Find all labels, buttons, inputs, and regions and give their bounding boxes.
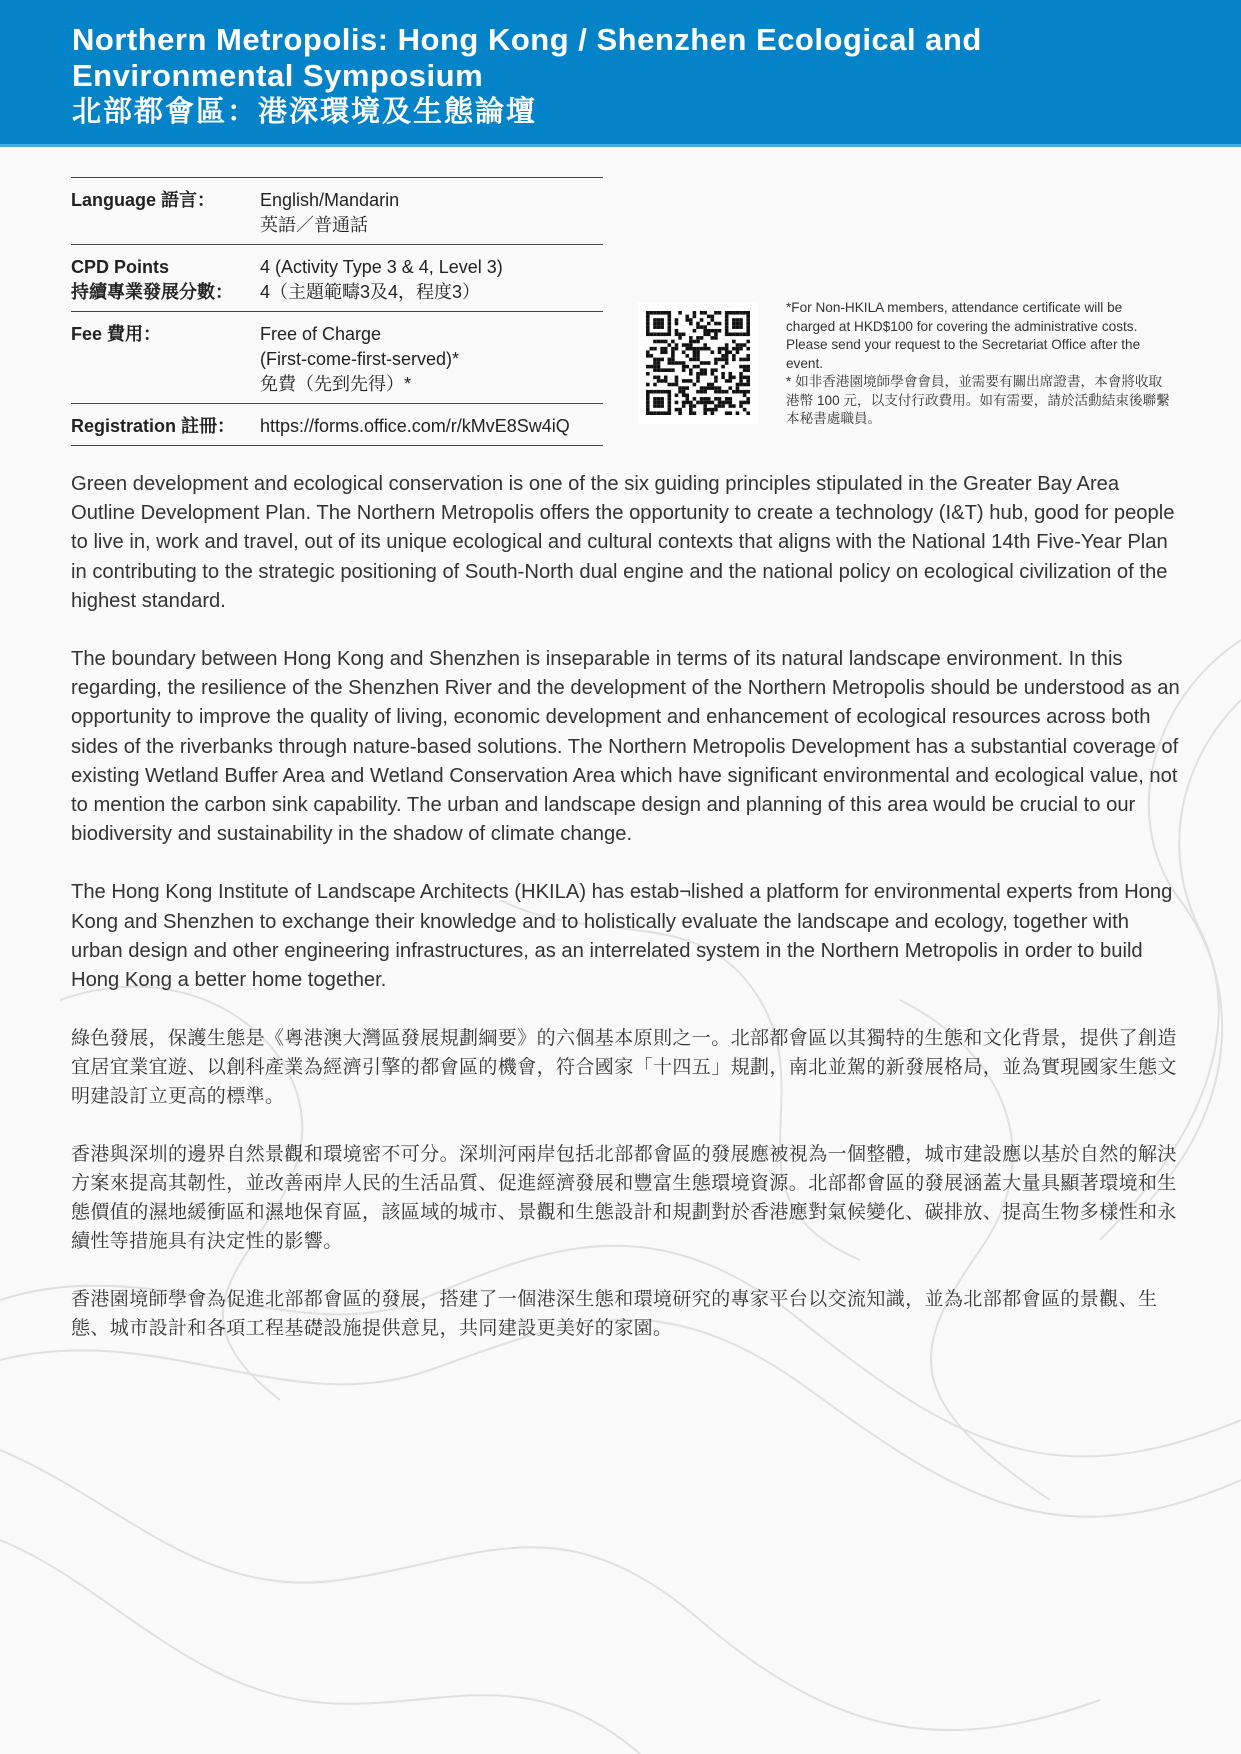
info-label: Fee 費用： (71, 324, 162, 344)
info-row-registration (71, 403, 603, 446)
title-zh: 北部都會區：港深環境及生態論壇 (72, 96, 538, 128)
info-row-cpd (71, 244, 603, 311)
registration-link[interactable]: https://forms.office.com/r/kMvE8Sw4iQ (260, 416, 570, 436)
paragraph-zh: 香港園境師學會為促進北部都會區的發展，搭建了一個港深生態和環境研究的專家平台以交流知識，並為北部都會區的景觀、生態、城市設計和各項工程基礎設施提供意見，共同建設更美好的家園。 (71, 1289, 1158, 1340)
info-label: CPD Points (71, 257, 170, 277)
paragraph-zh: 綠色發展，保護生態是《粵港澳大灣區發展規劃綱要》的六個基本原則之一。北部都會區以其獨特的生態和文化背景，提供了創造宜居宜業宜遊、以創科產業為經濟引擎的都會區的機會，符合國家「十四五」規劃，南北並駕的新發展格局，並為實現國家生態文明建設訂立更高的標準。 (71, 1028, 1177, 1108)
info-row-language (71, 177, 603, 244)
info-value: English/Mandarin (260, 190, 400, 210)
info-label: 持續專業發展分數： (71, 282, 233, 302)
info-value: (First-come-first-served)* (260, 349, 460, 369)
info-value: Free of Charge (260, 324, 382, 344)
info-value: 英語／普通話 (260, 215, 368, 235)
paragraph-en: The boundary between Hong Kong and Shenzhen is inseparable in terms of its natural landscape environment. In this regarding, the resilience of the Shenzhen River and the development of the Northern Metropolis should be understood as an opportunity to improve the quality of living, economic development and enhancement of ecological resources across both sides of the riverbanks through nature-based solutions. The Northern Metropolis Development has a substantial coverage of existing Wetland Buffer Area and Wetland Conservation Area which have significant environmental and ecological value, not to mention the carbon sink capability. The urban and landscape design and planning of this area would be crucial to our biodiversity and sustainability in the shadow of climate change. (71, 648, 1180, 846)
info-value: 免費（先到先得）* (260, 374, 412, 394)
certificate-note (786, 299, 1171, 429)
info-value: 4（主題範疇3及4，程度3） (260, 282, 481, 302)
note-zh: * 如非香港園境師學會會員，並需要有關出席證書，本會將收取港幣 100 元，以支付行政費用。如有需要，請於活動結束後聯繫本秘書處職員。 (786, 374, 1170, 426)
title-en: Northern Metropolis: Hong Kong / Shenzhen Ecological and Environmental Symposium (72, 22, 982, 93)
note-en: *For Non-HKILA members, attendance certificate will be charged at HKD$100 for covering the administrative costs. Please send your request to the Secretariat Office after the event. (786, 300, 1141, 371)
paragraph-zh: 香港與深圳的邊界自然景觀和環境密不可分。深圳河兩岸包括北部都會區的發展應被視為一個整體，城市建設應以基於自然的解決方案來提高其韌性，並改善兩岸人民的生活品質、促進經濟發展和豐富生態環境資源。北部都會區的發展涵蓋大量具顯著環境和生態價值的濕地緩衝區和濕地保育區，該區域的城市、景觀和生態設計和規劃對於香港應對氣候變化、碳排放、提高生物多樣性和永續性等措施具有決定性的影響。 (71, 1144, 1177, 1253)
info-label: Registration 註冊： (71, 416, 236, 436)
event-info-table (71, 177, 603, 446)
info-row-fee (71, 311, 603, 403)
header-banner (0, 0, 1241, 147)
description (71, 470, 1181, 1372)
paragraph-en: Green development and ecological conservation is one of the six guiding principles stipulated in the Greater Bay Area Outline Development Plan. The Northern Metropolis offers the opportunity to create a technology (I&T) hub, good for people to live in, work and travel, out of its unique ecological and cultural contexts that aligns with the National 14th Five-Year Plan in contributing to the strategic positioning of South-North dual engine and the national policy on ecological civilization of the highest standard. (71, 473, 1175, 612)
registration-qr-code[interactable] (638, 302, 758, 424)
info-label: Language 語言： (71, 190, 216, 210)
paragraph-en: The Hong Kong Institute of Landscape Architects (HKILA) has estab¬lished a platform for environmental experts from Hong Kong and Shenzhen to exchange their knowledge and to holistically evaluate the landscape and ecology, together with urban design and other engineering infrastructures, as an interrelated system in the Northern Metropolis in order to build Hong Kong a better home together. (71, 881, 1173, 992)
info-value: 4 (Activity Type 3 & 4, Level 3) (260, 257, 503, 277)
